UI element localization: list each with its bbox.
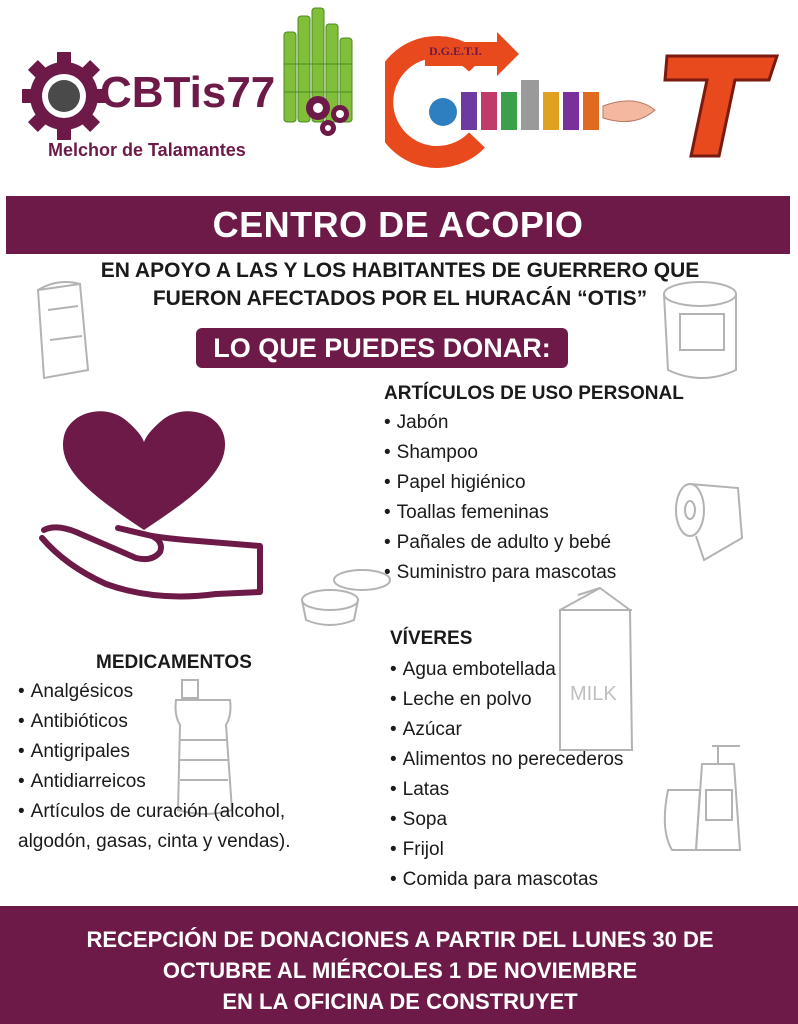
cbtis-logo-name: CBTis77: [100, 68, 276, 117]
personal-items-list: [384, 408, 616, 588]
donate-heading: LO QUE PUEDES DONAR:: [213, 332, 551, 363]
cbtis-logo-subtitle: Melchor de Talamantes: [48, 140, 246, 160]
soap-dish-icon: [302, 570, 390, 625]
subtitle-line-2: FUERON AFECTADOS POR EL HURACÁN “OTIS”: [152, 287, 648, 310]
construyet-logo: [385, 10, 780, 170]
list-item: • Azúcar: [390, 715, 623, 745]
list-item: • Antidiarreicos: [18, 767, 348, 797]
footer-line-1: RECEPCIÓN DE DONACIONES A PARTIR DEL LUNES 30 DE: [86, 927, 714, 952]
footer-line-2: OCTUBRE AL MIÉRCOLES 1 DE NOVIEMBRE: [162, 958, 638, 983]
list-item: • Leche en polvo: [390, 685, 623, 715]
pump-bottle-icon: [665, 746, 740, 850]
list-item: • Antigripales: [18, 737, 348, 767]
list-item: • Papel higiénico: [384, 468, 616, 498]
list-item: • Comida para mascotas: [390, 865, 623, 895]
construyet-emblem-icon: [385, 10, 780, 170]
dgeti-label: D.G.E.T.I.: [429, 44, 482, 58]
list-item: • Artículos de curación (alcohol, algodón, gasas, cinta y vendas).: [18, 797, 348, 857]
cbtis77-logo: [22, 4, 362, 164]
viveres-heading: VÍVERES: [390, 628, 473, 649]
list-item: • Sopa: [390, 805, 623, 835]
medicamentos-list: [18, 677, 348, 857]
subtitle-line-1: EN APOYO A LAS Y LOS HABITANTES DE GUERRERO QUE: [100, 259, 700, 282]
list-item: • Suministro para mascotas: [384, 558, 616, 588]
list-item: • Jabón: [384, 408, 616, 438]
list-item: • Toallas femeninas: [384, 498, 616, 528]
list-item: • Analgésicos: [18, 677, 348, 707]
toilet-paper-icon: [676, 484, 742, 560]
footer-line-3: EN LA OFICINA DE CONSTRUYET: [222, 989, 578, 1014]
soda-can-icon: [38, 282, 88, 378]
title-band: [6, 196, 790, 254]
heart-in-hand-icon: [36, 398, 272, 608]
svg-text:MILK: MILK: [570, 683, 617, 705]
list-item: • Alimentos no perecederos: [390, 745, 623, 775]
list-item: • Frijol: [390, 835, 623, 865]
medicamentos-heading: MEDICAMENTOS: [96, 652, 252, 673]
tin-can-icon: [664, 282, 736, 378]
page-title: CENTRO DE ACOPIO: [212, 204, 584, 245]
list-item: • Pañales de adulto y bebé: [384, 528, 616, 558]
viveres-list: [390, 655, 623, 895]
list-item: • Agua embotellada: [390, 655, 623, 685]
footer-text: [20, 924, 780, 1017]
list-item: • Latas: [390, 775, 623, 805]
donate-heading-pill: [196, 328, 568, 368]
personal-items-heading: ARTÍCULOS DE USO PERSONAL: [384, 383, 684, 404]
list-item: • Shampoo: [384, 438, 616, 468]
list-item: • Antibióticos: [18, 707, 348, 737]
